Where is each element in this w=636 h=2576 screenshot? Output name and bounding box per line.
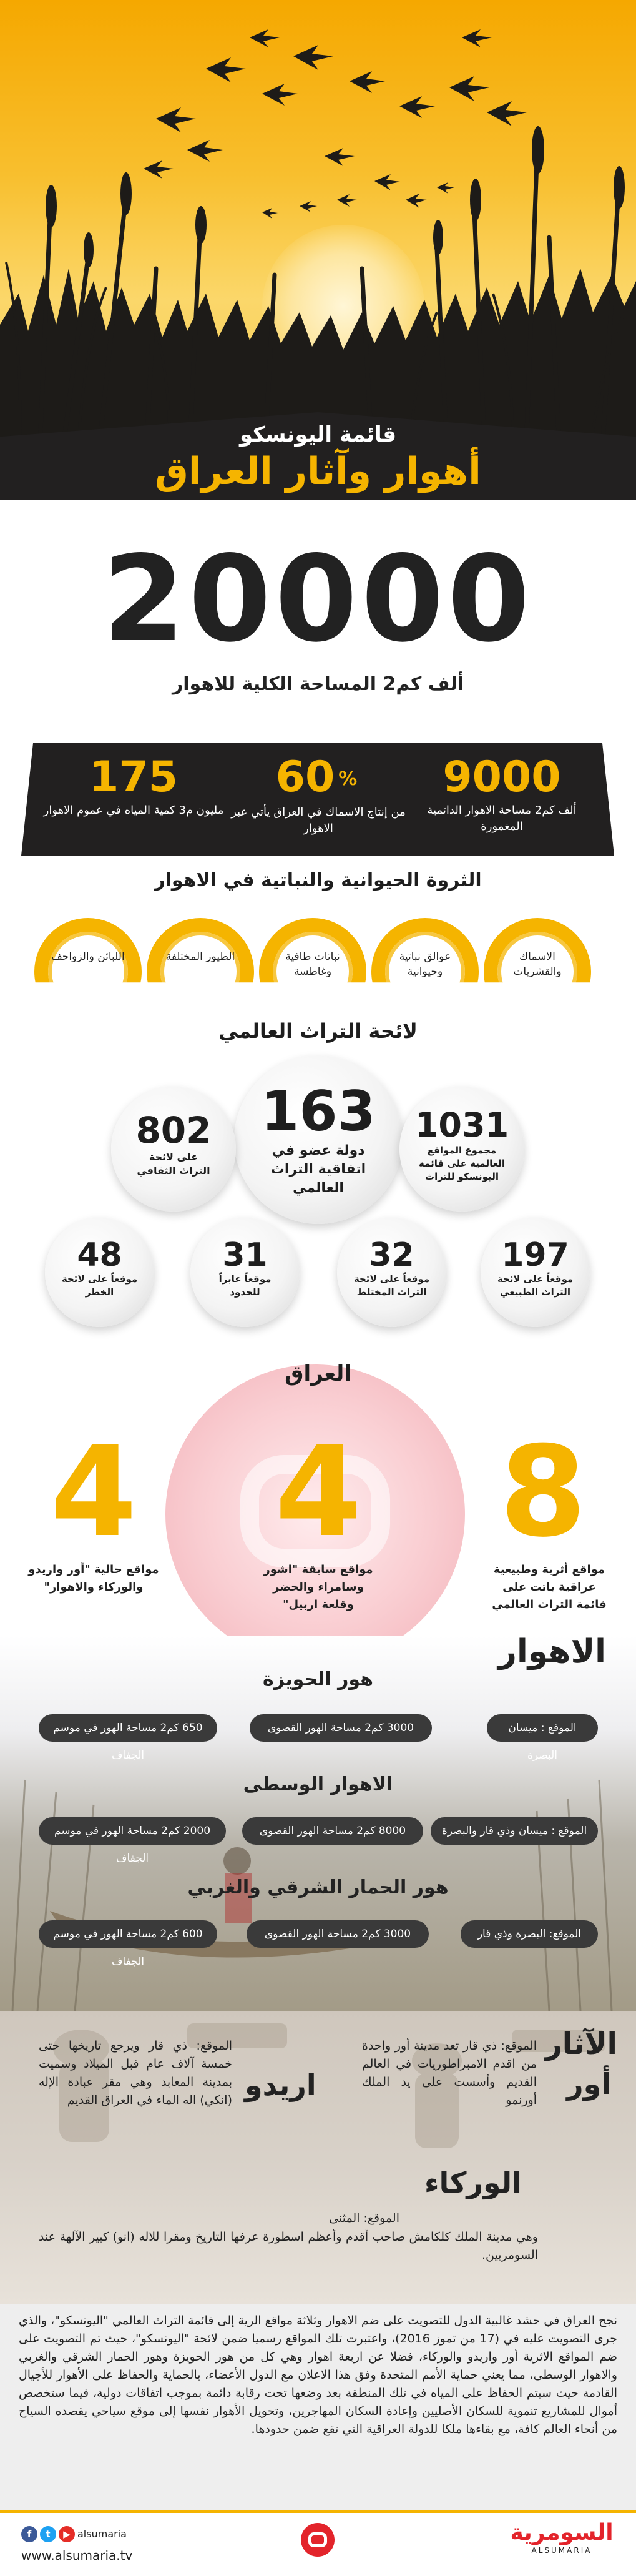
iraq-previous-value: 4 bbox=[275, 1419, 362, 1565]
area-title-hammar: هور الحمار الشرقي والغربي bbox=[187, 1877, 449, 1898]
marshes-section-title: الاهوار bbox=[498, 1633, 606, 1670]
website-link[interactable]: www.alsumaria.tv bbox=[21, 2548, 133, 2563]
bubble-value: 197 bbox=[501, 1236, 569, 1274]
twitter-icon[interactable]: t bbox=[40, 2526, 56, 2542]
bubble-label: موقعاً على لائحة التراث المختلط bbox=[353, 1273, 430, 1298]
total-area-value: 20000 bbox=[102, 530, 534, 668]
brand-logo bbox=[509, 2520, 615, 2555]
stat-value: 9000 bbox=[443, 753, 561, 802]
bubble-label: دولة عضو في اتفاقية التراث العالمي bbox=[270, 1143, 366, 1196]
bubble-value: 32 bbox=[369, 1236, 414, 1274]
percent-sign: % bbox=[338, 768, 358, 791]
bubble-cultural bbox=[111, 1087, 236, 1212]
bubble-value: 802 bbox=[135, 1109, 212, 1152]
bubble-label: موقعاً عابراً للحدود bbox=[218, 1273, 272, 1298]
bubble-danger bbox=[45, 1218, 154, 1327]
bubble-label: موقعاً على لائحة الخطر bbox=[61, 1273, 138, 1298]
bubble-value: 48 bbox=[77, 1236, 122, 1274]
bubble-mixed bbox=[337, 1218, 446, 1327]
page-title: أهوار وآثار العراق bbox=[155, 450, 481, 493]
brand-latin: ALSUMARIA bbox=[531, 2546, 592, 2555]
brand-circle-logo-icon bbox=[301, 2523, 335, 2557]
stat-fish-production bbox=[225, 753, 412, 837]
bubble-label: موقعاً على لائحة التراث الطبيعي bbox=[497, 1273, 574, 1298]
fauna-label-plankton: عوالق نباتية وحيوانية bbox=[399, 950, 451, 978]
iraq-current-label: مواقع حالية "أور واريدو والوركاء والاهوار" bbox=[28, 1563, 159, 1594]
bubble-label: مجموع المواقع العالمية على قائمة اليونسكو للتراث bbox=[418, 1145, 505, 1182]
site-text-ur: الموقع: ذي قار تعد مدينة أور واحدة من اقدم الامبراطوريات في العالم القديم وأسست على يد الملك أورنمو bbox=[362, 2039, 537, 2107]
fauna-arch bbox=[34, 918, 142, 1025]
iraq-total-value: 8 bbox=[499, 1419, 587, 1565]
antiquities-section-title: الآثار bbox=[545, 2026, 617, 2061]
area-max-pill: 3000 كم2 مساحة الهور القصوى bbox=[250, 1714, 432, 1742]
hero-banner bbox=[0, 0, 636, 500]
site-name-ur: أور bbox=[567, 2067, 611, 2101]
area-location-pill: الموقع: البصرة وذي قار bbox=[461, 1920, 598, 1948]
bubble-transboundary bbox=[190, 1218, 300, 1327]
area-title-central: الاهوار الوسطى bbox=[243, 1774, 393, 1795]
area-max-pill: 3000 كم2 مساحة الهور القصوى bbox=[247, 1920, 429, 1948]
bubble-member-states bbox=[234, 1055, 403, 1224]
fauna-label-fish: الاسماك والقشريات bbox=[513, 950, 562, 978]
fauna-label-plants: نباتات طافية وغاطسة bbox=[285, 950, 340, 978]
facebook-icon[interactable]: f bbox=[21, 2526, 37, 2542]
fauna-label-mammals: اللبائن والزواحف bbox=[51, 950, 125, 963]
iraq-current-value: 4 bbox=[50, 1419, 137, 1565]
area-dry-pill: 650 كم2 مساحة الهور في موسم الجفاف bbox=[39, 1714, 217, 1742]
fauna-arch bbox=[147, 918, 254, 1025]
site-name-eridu: اريدو bbox=[245, 2068, 316, 2102]
fauna-section-title: الثروة الحيوانية والنباتية في الاهوار bbox=[154, 869, 482, 891]
bubble-value: 163 bbox=[261, 1079, 376, 1143]
site-text-eridu: الموقع: ذي قار ويرجع تاريخها حتى خمسة آلاف عام قبل الميلاد وسميت بمدينة المعابد وهي مقر عبادة الإله (انكي) اله الماء في العراق القديم bbox=[39, 2039, 232, 2107]
header-subtitle: قائمة اليونسكو bbox=[239, 422, 397, 447]
stat-number: 60 bbox=[275, 753, 335, 802]
area-location-pill: الموقع : ميسان البصرة bbox=[487, 1714, 598, 1742]
brand-name: السومرية bbox=[510, 2520, 614, 2545]
total-area-caption: ألف كم2 المساحة الكلية للاهوار bbox=[172, 673, 464, 695]
social-handle: alsumaria bbox=[77, 2528, 127, 2540]
heritage-section-title: لائحة التراث العالمي bbox=[218, 1019, 418, 1043]
bubble-value: 1031 bbox=[414, 1105, 509, 1145]
site-name-uruk: الوركاء bbox=[424, 2166, 522, 2199]
fauna-label-birds: الطيور المختلفة bbox=[165, 950, 235, 963]
stat-water-volume bbox=[40, 753, 227, 819]
stat-value: 175 bbox=[89, 753, 178, 802]
bubble-total-sites bbox=[399, 1087, 524, 1212]
stat-label: مليون م3 كمية المياه في عموم الاهوار bbox=[43, 804, 224, 817]
bubble-natural bbox=[481, 1218, 590, 1327]
stat-permanent-area bbox=[408, 753, 595, 835]
summary-text: نجح العراق في حشد غالبية الدول للتصويت على ضم الاهوار وثلاثة مواقع الرية إلى قائمة التراث العالمي "اليونسكو"، والذي جرى التصويت عليه في (17 من تموز 2016)، واعتبرت تلك المواقع رسميا ضمن لائحة "اليونسكو"، حيث تم التصويت على ضم المواقع الاثرية أور واريدو والوركاء، فضلا عن اربعة اهوار وهي كل من هور الحويزة وهور الحمار الشرقي والغربي والاهوار الوسطى، مما يعني حماية الأمم المتحدة وفق هذا الاعلان مع الدول الأعضاء، بالحماية والحفاظ على الأهوار للأجيال القادمة حيث سيتم الحفاظ على المياه في تلك المنطقة بعد وضعها تحت رقابة دائمة بموجب اتفاقات دولية، فيما ستخصص أموال للمشاريع تنموية للسكان الأصليين وإعادة السكان المهاجرين، وتحويل الأهوار نفسها إلى موقع سياحي يقصده السياح من أنحاء العالم كافة، مع بقاءها ملكا للدولة العراقية التي تقع ضمن حدودها. bbox=[19, 2314, 617, 2436]
area-max-pill: 8000 كم2 مساحة الهور القصوى bbox=[242, 1817, 423, 1845]
area-dry-pill: 600 كم2 مساحة الهور في موسم الجفاف bbox=[39, 1920, 217, 1948]
bubble-label: على لائحة التراث الثقافي bbox=[137, 1151, 210, 1177]
iraq-previous-label: مواقع سابقة "اشور وسامراء والحضر وقلعة اربيل" bbox=[263, 1563, 373, 1611]
area-location-pill: الموقع : ميسان وذي قار والبصرة bbox=[431, 1817, 598, 1845]
brand-screen-icon bbox=[308, 2532, 327, 2547]
site-location-uruk: الموقع: المثنى bbox=[329, 2211, 399, 2225]
stat-label: من إنتاج الاسماك في العراق يأتي عبر الاهوار bbox=[231, 806, 406, 836]
site-text-uruk: وهي مدينة الملك كلكامش صاحب أقدم وأعظم اسطورة عرفها التاريخ ومقرا للاله (انو) كبير الآلهة عند السومريين. bbox=[39, 2230, 538, 2262]
iraq-total-label: مواقع أثرية وطبيعية عراقية باتت على قائمة التراث العالمي bbox=[492, 1563, 607, 1611]
youtube-icon[interactable]: ▶ bbox=[59, 2526, 75, 2542]
iraq-section-title: العراق bbox=[285, 1361, 351, 1386]
stat-label: ألف كم2 مساحة الاهوار الدائمية المغمورة bbox=[427, 804, 577, 833]
stat-value bbox=[225, 753, 412, 804]
area-title-hawizeh: هور الحويزة bbox=[263, 1669, 373, 1690]
bubble-value: 31 bbox=[222, 1236, 268, 1274]
area-dry-pill: 2000 كم2 مساحة الهور في موسم الجفاف bbox=[39, 1817, 226, 1845]
